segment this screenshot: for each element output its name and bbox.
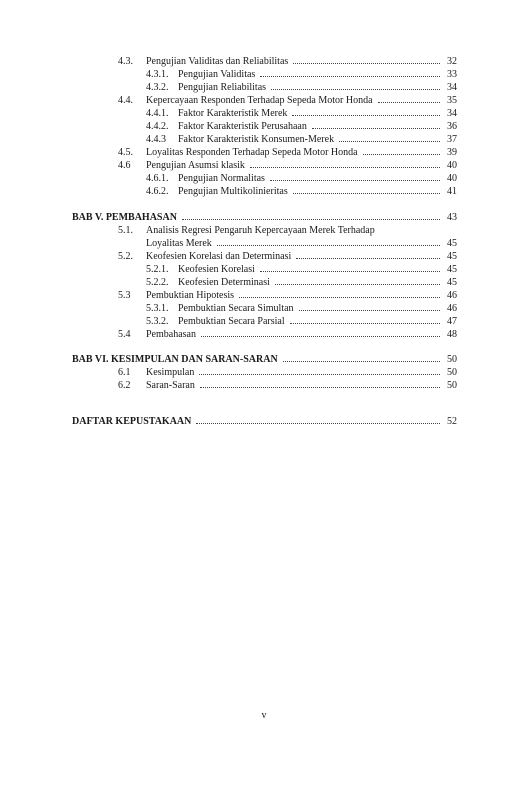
leader-dots xyxy=(196,423,440,424)
toc-entry-number: 5.2.2. xyxy=(146,277,169,288)
toc-entry-title: Keofesien Determinasi xyxy=(178,277,270,288)
toc-entry xyxy=(146,238,457,250)
leader-dots xyxy=(217,245,440,246)
toc-entry xyxy=(146,82,457,94)
toc-entry-page: 46 xyxy=(447,303,457,314)
toc-entry xyxy=(146,316,457,328)
leader-dots xyxy=(275,284,440,285)
toc-entry-number: 4.4.3 xyxy=(146,134,166,145)
toc-entry-number: 4.5. xyxy=(118,147,133,158)
toc-entry xyxy=(118,367,457,379)
toc-entry-title: Saran-Saran xyxy=(146,380,195,391)
toc-entry-page: 34 xyxy=(447,108,457,119)
toc-entry xyxy=(146,173,457,185)
toc-entry-title: Pengujian Asumsi klasik xyxy=(146,160,245,171)
toc-entry-number: 5.1. xyxy=(118,225,133,236)
toc-entry-title: Keofesien Korelasi dan Determinasi xyxy=(146,251,292,262)
toc-entry xyxy=(118,380,457,392)
toc-entry-title: Analisis Regresi Pengaruh Kepercayaan Merek Terhadap xyxy=(146,225,375,236)
toc-entry xyxy=(118,147,457,159)
toc-chapter-title: DAFTAR KEPUSTAKAAN xyxy=(72,416,192,427)
toc-entry xyxy=(146,277,457,289)
toc-entry-page: 40 xyxy=(447,173,457,184)
toc-entry xyxy=(118,225,377,237)
toc-entry xyxy=(118,95,457,107)
toc-entry-page: 48 xyxy=(447,329,457,340)
toc-entry-number: 4.4.2. xyxy=(146,121,169,132)
leader-dots xyxy=(200,387,440,388)
toc-entry-number: 4.3.1. xyxy=(146,69,169,80)
toc-entry-title: Loyalitas Merek xyxy=(146,238,212,249)
toc-entry-page: 33 xyxy=(447,69,457,80)
toc-entry xyxy=(118,56,457,68)
toc-entry-title: Faktor Karakteristik Merek xyxy=(178,108,288,119)
toc-entry-title: Kepercayaan Responden Terhadap Sepeda Motor Honda xyxy=(146,95,373,106)
toc-chapter-entry xyxy=(72,212,457,224)
toc-entry-number: 4.6 xyxy=(118,160,131,171)
toc-entry-number: 4.4.1. xyxy=(146,108,169,119)
toc-entry-page: 50 xyxy=(447,380,457,391)
toc-entry-title: Pembuktian Hipotesis xyxy=(146,290,235,301)
toc-entry-page: 32 xyxy=(447,56,457,67)
toc-chapter-entry xyxy=(72,354,457,366)
toc-entry-title: Pengujian Reliabilitas xyxy=(178,82,267,93)
toc-entry-page: 50 xyxy=(447,354,457,365)
toc-entry-title: Pembuktian Secara Parsial xyxy=(178,316,285,327)
toc-entry-title: Pembuktian Secara Simultan xyxy=(178,303,294,314)
toc-entry-page: 45 xyxy=(447,264,457,275)
toc-entry-page: 50 xyxy=(447,367,457,378)
toc-chapter-title: BAB VI. KESIMPULAN DAN SARAN-SARAN xyxy=(72,354,278,365)
toc-chapter-title: BAB V. PEMBAHASAN xyxy=(72,212,177,223)
toc-entry-title: Loyalitas Responden Terhadap Sepeda Motor Honda xyxy=(146,147,358,158)
leader-dots xyxy=(239,297,440,298)
toc-entry-number: 4.3. xyxy=(118,56,133,67)
toc-entry-title: Pengujian Multikolinieritas xyxy=(178,186,288,197)
toc-entry-number: 6.1 xyxy=(118,367,131,378)
toc-entry-title: Faktor Karakteristik Perusahaan xyxy=(178,121,307,132)
toc-entry xyxy=(118,329,457,341)
toc-entry-number: 4.6.1. xyxy=(146,173,169,184)
leader-dots xyxy=(378,102,440,103)
toc-entry-page: 52 xyxy=(447,416,457,427)
toc-entry xyxy=(146,69,457,81)
toc-entry-title: Faktor Karakteristik Konsumen-Merek xyxy=(178,134,335,145)
leader-dots xyxy=(270,180,440,181)
leader-dots xyxy=(299,310,440,311)
leader-dots xyxy=(283,361,440,362)
toc-entry-page: 45 xyxy=(447,277,457,288)
toc-entry-title: Kesimpulan xyxy=(146,367,195,378)
toc-entry-page: 43 xyxy=(447,212,457,223)
toc-entry-title: Pembahasan xyxy=(146,329,196,340)
toc-entry-number: 5.3.2. xyxy=(146,316,169,327)
leader-dots xyxy=(296,258,440,259)
toc-entry-number: 5.2.1. xyxy=(146,264,169,275)
toc-entry-title: Pengujian Validitas xyxy=(178,69,256,80)
toc-entry-page: 41 xyxy=(447,186,457,197)
leader-dots xyxy=(260,76,440,77)
toc-entry-page: 45 xyxy=(447,238,457,249)
toc-entry-page: 47 xyxy=(447,316,457,327)
leader-dots xyxy=(199,374,440,375)
leader-dots xyxy=(292,115,440,116)
toc-entry-number: 4.6.2. xyxy=(146,186,169,197)
leader-dots xyxy=(271,89,440,90)
leader-dots xyxy=(363,154,440,155)
leader-dots xyxy=(201,336,440,337)
toc-entry-page: 45 xyxy=(447,251,457,262)
toc-entry xyxy=(146,134,457,146)
toc-entry-number: 5.3.1. xyxy=(146,303,169,314)
toc-entry-number: 4.4. xyxy=(118,95,133,106)
leader-dots xyxy=(339,141,440,142)
toc-entry xyxy=(146,186,457,198)
toc-entry xyxy=(118,251,457,263)
toc-entry-number: 5.2. xyxy=(118,251,133,262)
toc-entry-page: 34 xyxy=(447,82,457,93)
toc-entry-page: 36 xyxy=(447,121,457,132)
leader-dots xyxy=(182,219,440,220)
leader-dots xyxy=(312,128,440,129)
toc-entry-page: 37 xyxy=(447,134,457,145)
toc-entry-title: Keofesien Korelasi xyxy=(178,264,255,275)
toc-entry xyxy=(118,160,457,172)
leader-dots xyxy=(250,167,440,168)
toc-entry xyxy=(118,290,457,302)
toc-entry-number: 5.3 xyxy=(118,290,131,301)
leader-dots xyxy=(260,271,440,272)
toc-entry-page: 35 xyxy=(447,95,457,106)
toc-chapter-entry xyxy=(72,416,457,428)
leader-dots xyxy=(290,323,440,324)
toc-entry-title: Pengujian Validitas dan Reliabilitas xyxy=(146,56,289,67)
toc-entry-page: 40 xyxy=(447,160,457,171)
toc-entry-page: 46 xyxy=(447,290,457,301)
toc-entry xyxy=(146,108,457,120)
toc-entry-number: 4.3.2. xyxy=(146,82,169,93)
page-number: v xyxy=(261,710,267,721)
toc-entry xyxy=(146,121,457,133)
leader-dots xyxy=(293,193,440,194)
toc-entry-number: 6.2 xyxy=(118,380,131,391)
toc-entry-number: 5.4 xyxy=(118,329,131,340)
toc-entry xyxy=(146,303,457,315)
toc-entry-title: Pengujian Normalitas xyxy=(178,173,265,184)
toc-entry xyxy=(146,264,457,276)
leader-dots xyxy=(293,63,440,64)
toc-entry-page: 39 xyxy=(447,147,457,158)
